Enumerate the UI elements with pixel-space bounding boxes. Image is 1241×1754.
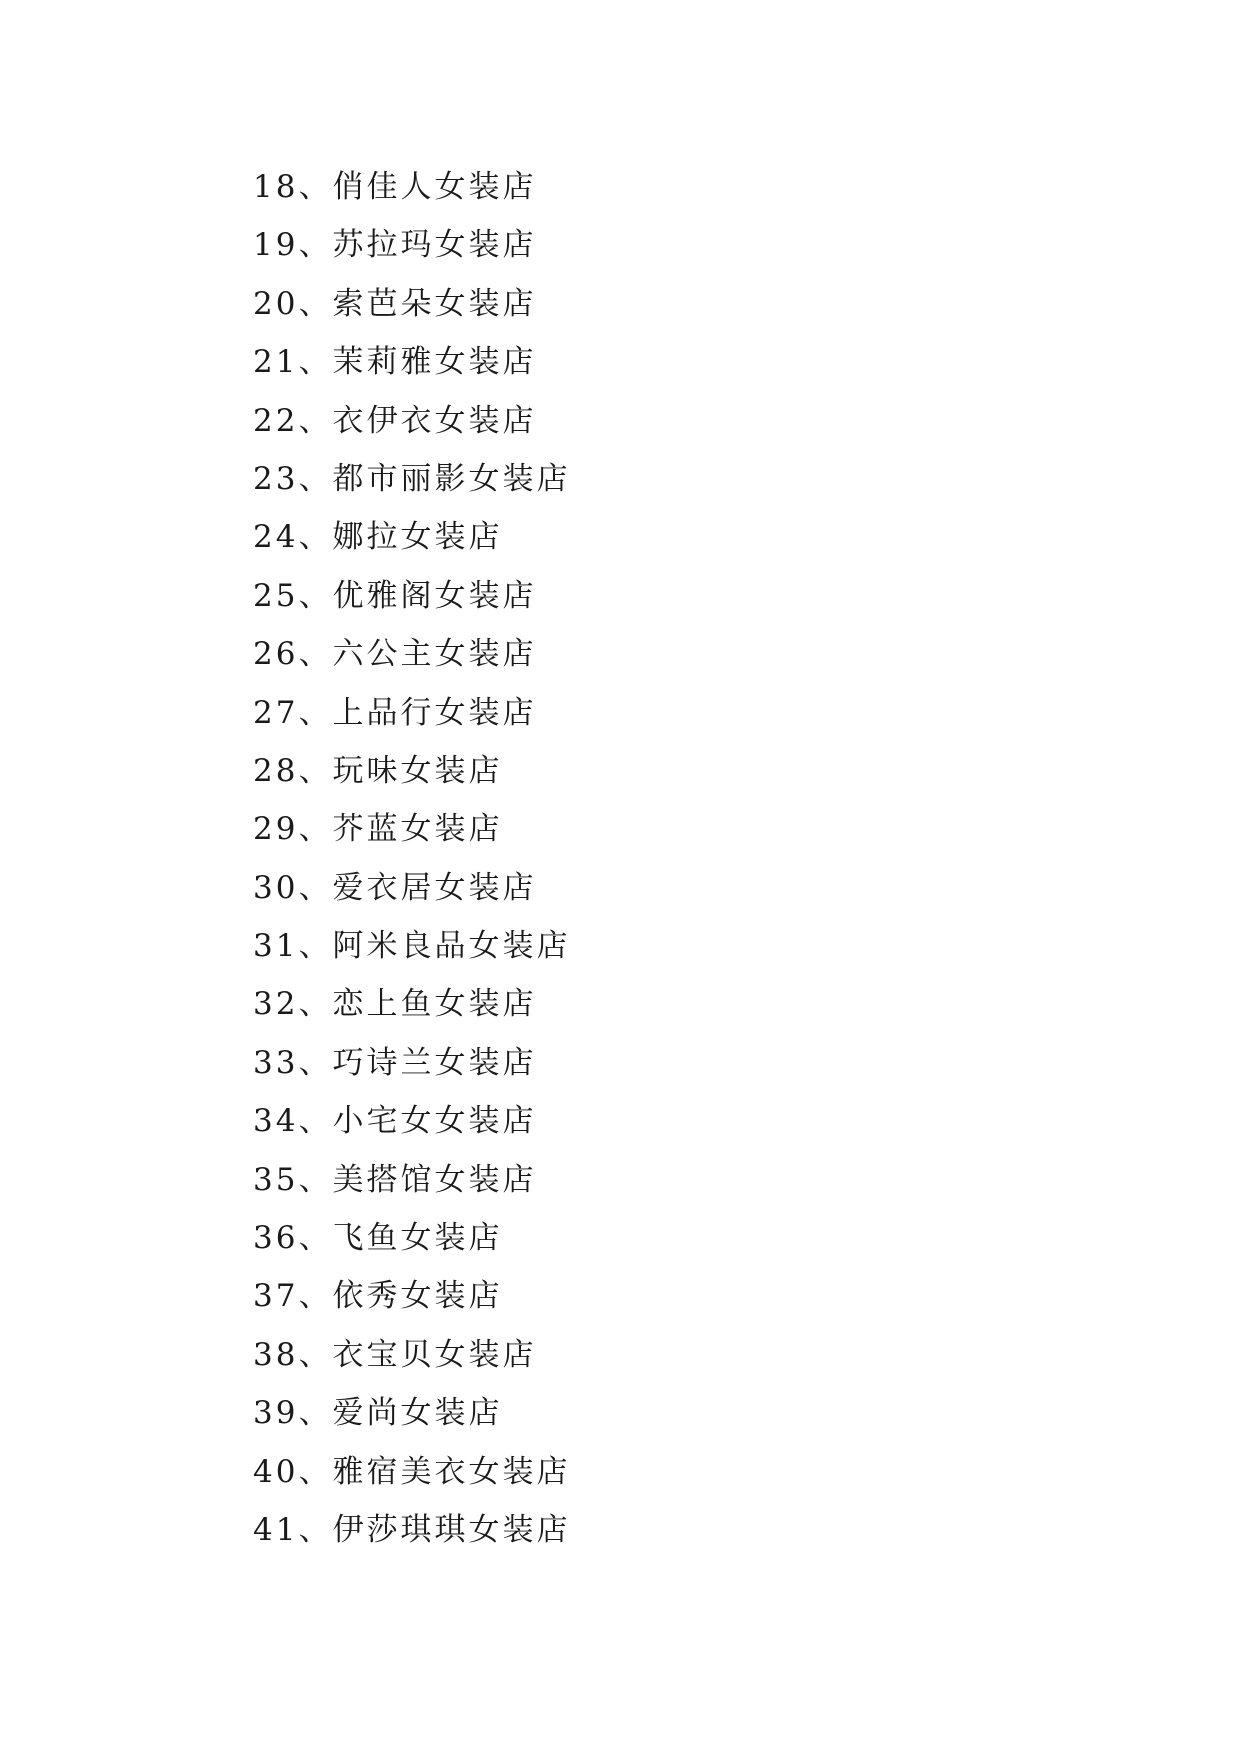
- list-item: [253, 1092, 570, 1150]
- item-number: 19、: [253, 227, 333, 264]
- item-name: 俏佳人女装店: [332, 169, 537, 205]
- item-name: 衣伊衣女装店: [332, 402, 537, 439]
- item-number: 18、: [253, 169, 333, 205]
- item-name: 飞鱼女装店: [332, 1220, 503, 1257]
- item-number: 39、: [253, 1395, 333, 1432]
- item-number: 38、: [253, 1336, 333, 1373]
- item-name: 芥蓝女装店: [332, 811, 503, 848]
- item-name: 伊莎琪琪女装店: [332, 1511, 571, 1548]
- list-item: [253, 275, 570, 333]
- item-name: 苏拉玛女装店: [332, 227, 537, 264]
- list-item: [253, 1209, 570, 1267]
- list-item: [253, 1267, 570, 1325]
- item-name: 小宅女女装店: [332, 1103, 537, 1140]
- item-name: 上品行女装店: [332, 694, 537, 731]
- list-item: [253, 917, 570, 975]
- item-number: 32、: [253, 986, 333, 1023]
- item-number: 31、: [253, 928, 333, 965]
- item-name: 美搭馆女装店: [332, 1161, 537, 1198]
- item-name: 索芭朵女装店: [332, 285, 537, 322]
- item-name: 巧诗兰女装店: [332, 1044, 537, 1081]
- item-number: 29、: [253, 811, 333, 848]
- list-item: [253, 975, 570, 1033]
- list-item: [253, 1443, 570, 1501]
- item-number: 33、: [253, 1044, 333, 1081]
- list-item: [253, 450, 570, 508]
- list-item: [253, 508, 570, 566]
- item-number: 23、: [253, 460, 333, 497]
- item-name: 优雅阁女装店: [332, 577, 537, 614]
- list-item: [253, 1034, 570, 1092]
- item-name: 娜拉女装店: [332, 519, 503, 556]
- item-number: 36、: [253, 1220, 333, 1257]
- item-name: 六公主女装店: [332, 636, 537, 673]
- item-name: 衣宝贝女装店: [332, 1336, 537, 1373]
- list-item: [253, 567, 570, 625]
- item-number: 41、: [253, 1511, 333, 1548]
- item-name: 阿米良品女装店: [332, 928, 571, 965]
- list-item: [253, 158, 570, 216]
- list-item: [253, 1384, 570, 1442]
- item-number: 25、: [253, 577, 333, 614]
- item-number: 28、: [253, 752, 333, 789]
- list-item: [253, 1151, 570, 1209]
- list-item: [253, 333, 570, 391]
- item-name: 恋上鱼女装店: [332, 986, 537, 1023]
- item-name: 依秀女装店: [332, 1278, 503, 1315]
- item-number: 30、: [253, 869, 333, 906]
- list-item: [253, 392, 570, 450]
- list-item: [253, 216, 570, 274]
- item-number: 21、: [253, 344, 333, 381]
- item-number: 20、: [253, 285, 333, 322]
- item-name: 都市丽影女装店: [332, 460, 571, 497]
- item-number: 24、: [253, 519, 333, 556]
- item-number: 27、: [253, 694, 333, 731]
- store-name-list: [253, 158, 570, 1559]
- item-name: 雅宿美衣女装店: [332, 1453, 571, 1490]
- item-name: 爱衣居女装店: [332, 869, 537, 906]
- list-item: [253, 625, 570, 683]
- item-number: 37、: [253, 1278, 333, 1315]
- item-number: 26、: [253, 636, 333, 673]
- item-number: 34、: [253, 1103, 333, 1140]
- list-item: [253, 800, 570, 858]
- list-item: [253, 684, 570, 742]
- list-item: [253, 1501, 570, 1559]
- item-name: 玩味女装店: [332, 752, 503, 789]
- item-name: 茉莉雅女装店: [332, 344, 537, 381]
- item-number: 22、: [253, 402, 333, 439]
- list-item: [253, 742, 570, 800]
- item-name: 爱尚女装店: [332, 1395, 503, 1432]
- item-number: 35、: [253, 1161, 333, 1198]
- list-item: [253, 859, 570, 917]
- list-item: [253, 1326, 570, 1384]
- item-number: 40、: [253, 1453, 333, 1490]
